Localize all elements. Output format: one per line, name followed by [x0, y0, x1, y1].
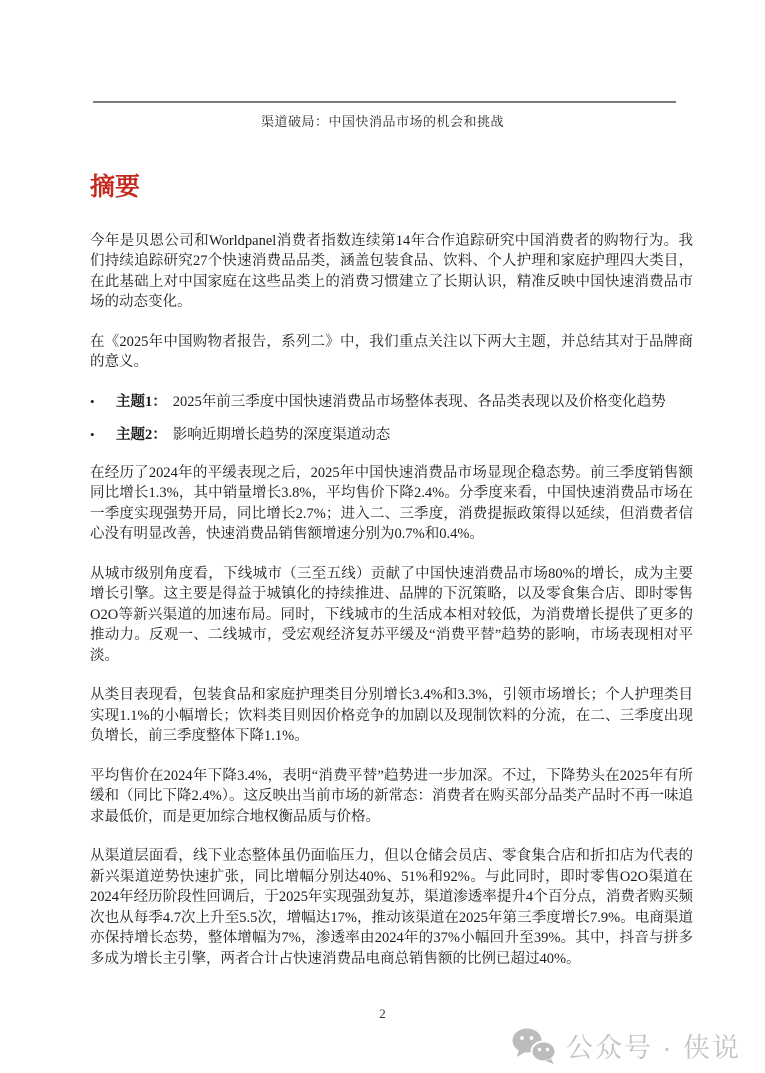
- wechat-icon: [511, 1027, 557, 1064]
- bullet-text: 影响近期增长趋势的深度渠道动态: [172, 427, 391, 443]
- page-content: [90, 174, 693, 988]
- paragraph-city-tiers: 从城市级别角度看，下线城市（三至五线）贡献了中国快速消费品市场80%的增长，成为主要增长引擎。这主要是得益于城镇化的持续推进、品牌的下沉策略，以及零食集合店、即时零售O2O等新兴渠道的加速布局。同时，下线城市的生活成本相对较低，为消费增长提供了更多的推动力。反观一、二线城市，受宏观经济复苏平缓及“消费平替”趋势的影响，市场表现相对平淡。: [90, 565, 693, 664]
- list-item-topic-2: [90, 425, 693, 446]
- section-heading: 摘要: [90, 173, 141, 201]
- paragraph-channels: 从渠道层面看，线下业态整体虽仍面临压力，但以仓储会员店、零食集合店和折扣店为代表的新兴渠道逆势快速扩张，同比增幅分别达40%、51%和92%。与此同时，即时零售O2O渠道在2024年经历阶段性回调后，于2025年实现强劲复苏，渠道渗透率提升4个百分点，消费者购买频次也从每季4.7次上升至5.5次，增幅达17%，推动该渠道在2025年第三季度增长7.9%。电商渠道亦保持增长态势，整体增幅为7%，渗透率由2024年的37%小幅回升至39%。其中，抖音与拼多多成为增长主引擎，两者合计占快速消费品电商总销售额的比例已超过40%。: [90, 848, 693, 967]
- header-divider: [93, 101, 676, 103]
- page-number: 2: [379, 1006, 386, 1021]
- running-header-title: 渠道破局：中国快消品市场的机会和挑战: [260, 114, 504, 129]
- paragraph-market-overview: 在经历了2024年的平缓表现之后，2025年中国快速消费品市场显现企稳态势。前三季度销售额同比增长1.3%，其中销量增长3.8%，平均售价下降2.4%。分季度来看，中国快速消费品市场在一季度实现强势开局，同比增长2.7%；进入二、三季度，消费提振政策得以延续，但消费者信心没有明显改善，快速消费品销售额增速分别为0.7%和0.4%。: [90, 464, 693, 542]
- paragraph-pricing: 平均售价在2024年下降3.4%，表明“消费平替”趋势进一步加深。不过，下降势头在2025年有所缓和（同比下降2.4%）。这反映出当前市场的新常态：消费者在购买部分品类产品时不再一味追求最低价，而是更加综合地权衡品质与价格。: [90, 767, 693, 825]
- paragraph-intro-1: 今年是贝恩公司和Worldpanel消费者指数连续第14年合作追踪研究中国消费者的购物行为。我们持续追踪研究27个快速消费品品类，涵盖包装食品、饮料、个人护理和家庭护理四大类目，在此基础上对中国家庭在这些品类上的消费习惯建立了长期认识，精准反映中国快速消费品市场的动态变化。: [90, 232, 693, 310]
- bullet-text: 2025年前三季度中国快速消费品市场整体表现、各品类表现以及价格变化趋势: [172, 393, 666, 410]
- bullet-label: 主题2：: [116, 427, 167, 443]
- bullet-icon: •: [90, 393, 95, 409]
- watermark-text: 公众号 · 侠说: [566, 1033, 741, 1063]
- bullet-content: [116, 425, 390, 446]
- bullet-icon: •: [90, 427, 95, 442]
- paragraph-categories: 从类目表现看，包装食品和家庭护理类目分别增长3.4%和3.3%，引领市场增长；个人护理类目实现1.1%的小幅增长；饮料类目则因价格竞争的加剧以及现制饮料的分流，在二、三季度出现负增长，前三季度整体下降1.1%。: [90, 687, 693, 744]
- topic-bullet-list: [90, 392, 693, 446]
- list-item-topic-1: [90, 392, 693, 413]
- bullet-content: [116, 392, 666, 413]
- paragraph-intro-2: 在《2025年中国购物者报告，系列二》中，我们重点关注以下两大主题，并总结其对于品牌商的意义。: [90, 333, 693, 370]
- watermark: [511, 1026, 741, 1065]
- bullet-label: 主题1：: [116, 393, 167, 410]
